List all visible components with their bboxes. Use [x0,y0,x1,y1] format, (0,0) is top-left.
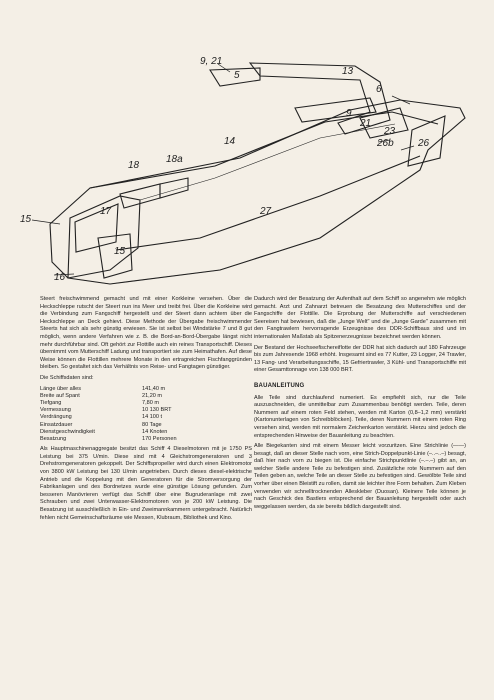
label-14: 14 [224,136,236,147]
hull-outline [50,100,465,284]
label-6: 6 [376,84,382,95]
spec-value: 7,80 m [142,399,159,406]
label-9-21: 9, 21 [200,56,223,67]
spec-value: 14 100 t [142,414,163,421]
spec-key: Tiefgang [40,399,62,406]
spec-row [40,422,177,429]
label-21: 21 [360,118,372,129]
deck-edge [90,112,438,188]
label-26b: 26b [377,138,394,149]
spec-key: Besatzung [40,435,67,442]
fleet-paragraph: Der Bestand der Hochseefischereiflotte der DDR hat sich dadurch auf 180 Fahrzeuge bis zum Jahresende 1968 erhöht. Insgesamt sind es 77 Kutter, 23 Logger, 24 Trawler, 13 Fang- und Verarbeitungsschiffe, 15 Gefriertrawler, 3 Kühl- und Transportschiffe mit einer Gesamttonnage von 138 000 BRT. [254,344,466,374]
label-18: 18 [128,160,140,171]
label-13: 13 [342,66,354,77]
label-27: 27 [260,206,272,217]
spec-value: 80 Tage [142,421,162,428]
section-heading: BAUANLEITUNG [254,382,305,389]
spec-value: 10 130 BRT [142,407,172,414]
ship-hull-assembly-drawing [20,38,480,290]
spec-key: Einsatzdauer [40,421,73,428]
part-18a [160,178,188,198]
spec-key: Verdrängung [40,414,72,421]
build-paragraph-1: Alle Teile sind durchlaufend numeriert. Es empfiehlt sich, nur die Teile auszuschneiden, die unmittelbar zum Zusammenbau benötigt werden. Teile, deren Nummern auf einem roten Feld stehen, werden mit Karton (0,8–1,2 mm) verstärkt (Kartonunterlagen von Schreibblöcken). Teile, deren Nummern mit einem roten Ring versehen sind, werden mit normalem Zeichenkarton verstärkt. Hierzu sind jedoch die entsprechenden Hinweise der Bauanleitung zu beachten. [254,394,466,439]
spec-row [40,414,177,421]
spec-row [40,400,177,407]
spec-key: Breite auf Spant [40,392,80,399]
spec-key: Länge über alles [40,385,82,392]
spec-row [40,393,177,400]
label-17: 17 [100,206,112,217]
label-15-side: 15 [20,214,32,225]
spec-value: 14 Knoten [142,428,168,435]
label-9: 9 [346,108,352,119]
label-26: 26 [418,138,430,149]
crew-paragraph: Dadurch wird der Besatzung der Aufenthalt auf dem Schiff so angenehm wie möglich gemacht. Arzt und Zahnarzt betreuen die Besatzung des Mutterschiffes und der Fangschiffe der Flottille. Die Erprobung der Mutterschiffe auf verschiedenen Seereisen hat bewiesen, daß die „Junge Welt" und die „Junge Garde" zusammen mit den Fangtrawlern hervorragende Erzeugnisse des DDR-Schiffbaus sind und im internationalen Maßstab als Spitzenerzeugnisse bezeichnet werden können. [254,296,466,340]
spec-row [40,429,177,436]
leader-lines [32,64,414,275]
label-23: 23 [384,126,396,137]
label-16: 16 [54,272,66,283]
label-15-bottom: 15 [114,246,126,257]
build-paragraph-2: Alle Biegekanten sind mit einem Messer leicht vorzuritzen. Eine Strichlinie (——) besagt, daß an dieser Stelle nach vorn, eine Strich-Doppelpunkt-Linie (–..–..–) besagt, daß hier nach vorn zu biegen ist. Die einfache Strichpunktlinie (–.–.–) gibt an, an welcher Stelle andere Teile zu befestigen sind. Zusätzliche rote Nummern auf den Teilen geben an, welche Teile an dieser Stelle zu befestigen sind. Gewölbte Teile sind vorher über einen Bleistift zu rollen, damit sie leichter ihre Form behalten. Zum Kleben verwenden wir schnelltrocknenden Alleskleber (Duosan). Kleinere Teile können je nach Geschick des Bastlers entsprechend der Bauanleitung hergestellt oder auch weggelassen werden, da sie bereits bildlich dargestellt sind. [254,443,466,510]
hull-bottom [116,156,420,250]
label-18a: 18a [166,154,183,165]
spec-key: Vermessung [40,407,71,414]
ship-specs-table [40,386,177,444]
part-17 [75,204,118,252]
right-text-column [254,296,466,514]
left-text-column [40,296,252,525]
spec-value: 170 Personen [142,435,177,442]
spec-value: 21,20 m [142,392,163,399]
intro-paragraph: Steert freischwimmend gemacht und mit einer Korkleine versehen. Über die Heckschleppe rutscht der Steert nun ins Meer und treibt frei. Über die Korkleine wird die Verbindung zum Fangschiff hergestellt und der Steert dann achtern über die Heckschleppe an Deck gehievt. Diese Methode der Übergabe freischwimmender Steerts hat sich als sehr günstig erwiesen. Sie ist selbst bei Windstärke 7 und 8 gut möglich, wenn andere Verfahren wie z. B. die Bord-an-Bord-Übergabe längst nicht mehr durchführbar sind. Oft gehört zur Flottille auch ein reines Transportschiff. Dieses übernimmt vom Mutterschiff Ladung und transportiert sie zum Heimathafen. Auf diese Weise können die Flottillen mehrere Monate in den ertragreichen Fischfanggründen bleiben. So gestaltet sich das Verhältnis von Reise- und Fangtagen günstiger. [40,296,252,371]
engine-paragraph: Als Hauptmaschinenaggregate besitzt das Schiff 4 Dieselmotoren mit je 1750 PS Leistung bei 375 U/min. Diese sind mit 4 Gleichstromgeneratoren und 3 Drehstromgeneratoren gekoppelt. Der Schiffspropeller wird durch einen Elektromotor von 3800 kW Leistung bei 130 U/min angetrieben. Durch dieses diesel-elektrische Antrieb und die Koppelung mit den Generatoren für die Stromversorgung der Fabrikanlagen und des Bordnetzes wurde eine günstige Lösung gefunden. Zum besseren Manövrieren verfügt das Schiff über eine Bugruderanlage mit zwei Schrauben und zwei Unterwasser-Elektromotoren von je 200 kW Leistung. Die Besatzung ist ausschließlich in Ein- und Zweimannkammern untergebracht. Natürlich fehlen nicht Gemeinschaftsräume wie Messen, Klubraum, Bibliothek und Kino. [40,446,252,521]
spec-row [40,386,177,393]
spec-row [40,407,177,414]
label-5: 5 [234,70,240,81]
spec-title: Die Schiffsdaten sind: [40,374,94,381]
spec-row [40,436,177,443]
spec-key: Dienstgeschwindigkeit [40,428,95,435]
spec-value: 141,40 m [142,385,166,392]
